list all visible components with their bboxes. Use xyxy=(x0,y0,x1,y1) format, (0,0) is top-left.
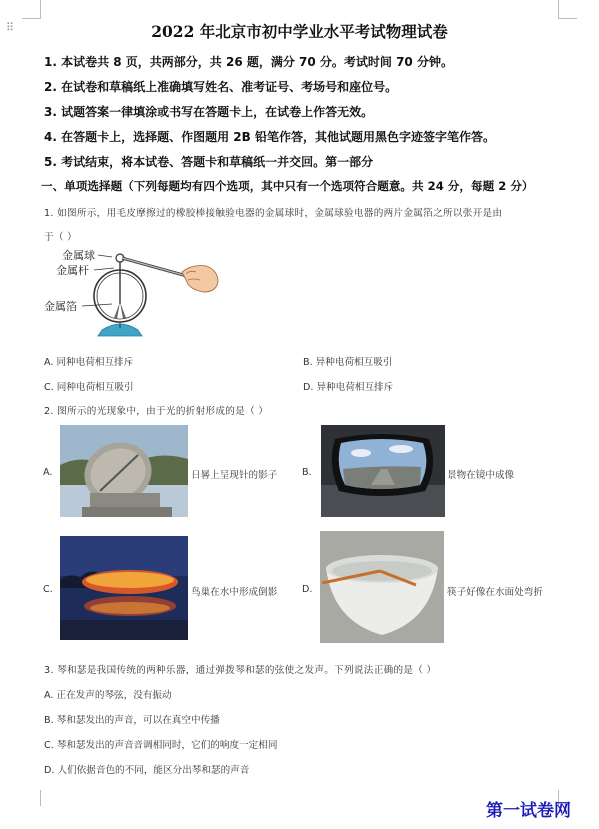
q2-option-c-letter[interactable]: C. xyxy=(43,584,53,595)
corner-mark-top-right xyxy=(558,0,577,19)
q1-option-b[interactable]: B. 异种电荷相互吸引 xyxy=(303,357,393,368)
q1-stem-line2: 于（ ） xyxy=(44,232,78,243)
q2-option-a-letter[interactable]: A. xyxy=(43,467,53,478)
q2-option-b-letter[interactable]: B. xyxy=(302,467,312,478)
rule-1: 1. 本试卷共 8 页，共两部分，共 26 题，满分 70 分。考试时间 70 分钟。 xyxy=(44,55,453,69)
q3-option-c[interactable]: C. 琴和瑟发出的声音音调相同时，它们的响度一定相同 xyxy=(44,740,278,751)
q2-option-a-caption: 日晷上呈现针的影子 xyxy=(191,470,278,481)
rule-4: 4. 在答题卡上，选择题、作图题用 2B 铅笔作答，其他试题用黑色字迹签字笔作答。 xyxy=(44,130,495,144)
q3-option-b[interactable]: B. 琴和瑟发出的声音，可以在真空中传播 xyxy=(44,715,220,726)
q2-stem: 2. 图所示的光现象中，由于光的折射形成的是（ ） xyxy=(44,406,269,417)
rule-2: 2. 在试卷和草稿纸上准确填写姓名、准考证号、考场号和座位号。 xyxy=(44,80,398,94)
q3-option-a[interactable]: A. 正在发声的琴弦，没有振动 xyxy=(44,690,172,701)
label-metal-foil: 金属箔 xyxy=(44,300,77,313)
chopsticks-bowl-photo xyxy=(320,531,444,643)
q2-option-c-caption: 鸟巢在水中形成倒影 xyxy=(191,587,278,598)
birds-nest-photo xyxy=(60,536,188,640)
drag-handle-icon[interactable]: ⠿ xyxy=(6,21,15,34)
corner-mark-top-left xyxy=(22,0,41,19)
q3-stem: 3. 琴和瑟是我国传统的两种乐器，通过弹拨琴和瑟的弦使之发声。下列说法正确的是（ ） xyxy=(44,665,437,676)
q2-option-d-letter[interactable]: D. xyxy=(302,584,313,595)
page-title: 2022 年北京市初中学业水平考试物理试卷 xyxy=(151,22,448,41)
section-heading: 一、单项选择题（下列每题均有四个选项，其中只有一个选项符合题意。共 24 分，每题 2 分） xyxy=(41,179,534,193)
q2-option-b-caption: 景物在镜中成像 xyxy=(447,470,515,481)
sundial-photo xyxy=(60,425,188,517)
electroscope-diagram xyxy=(42,246,222,346)
q3-option-d[interactable]: D. 人们依据音色的不同，能区分出琴和瑟的声音 xyxy=(44,765,250,776)
q1-option-d[interactable]: D. 异种电荷相互排斥 xyxy=(303,382,394,393)
q1-option-c[interactable]: C. 同种电荷相互吸引 xyxy=(44,382,134,393)
corner-mark-bottom-left xyxy=(22,790,41,806)
car-mirror-photo xyxy=(321,425,445,517)
q1-stem-line1: 1. 如图所示，用毛皮摩擦过的橡胶棒接触验电器的金属球时，金属球验电器的两片金属箔之所以张开是由 xyxy=(44,208,503,219)
q2-option-d-caption: 筷子好像在水面处弯折 xyxy=(447,587,543,598)
label-metal-rod: 金属杆 xyxy=(56,264,89,277)
q1-option-a[interactable]: A. 同种电荷相互排斥 xyxy=(44,357,134,368)
label-metal-ball: 金属球 xyxy=(62,249,95,262)
rule-3: 3. 试题答案一律填涂或书写在答题卡上，在试卷上作答无效。 xyxy=(44,105,374,119)
site-watermark: 第一试卷网 xyxy=(486,801,571,821)
rule-5: 5. 考试结束，将本试卷、答题卡和草稿纸一并交回。第一部分 xyxy=(44,155,374,169)
